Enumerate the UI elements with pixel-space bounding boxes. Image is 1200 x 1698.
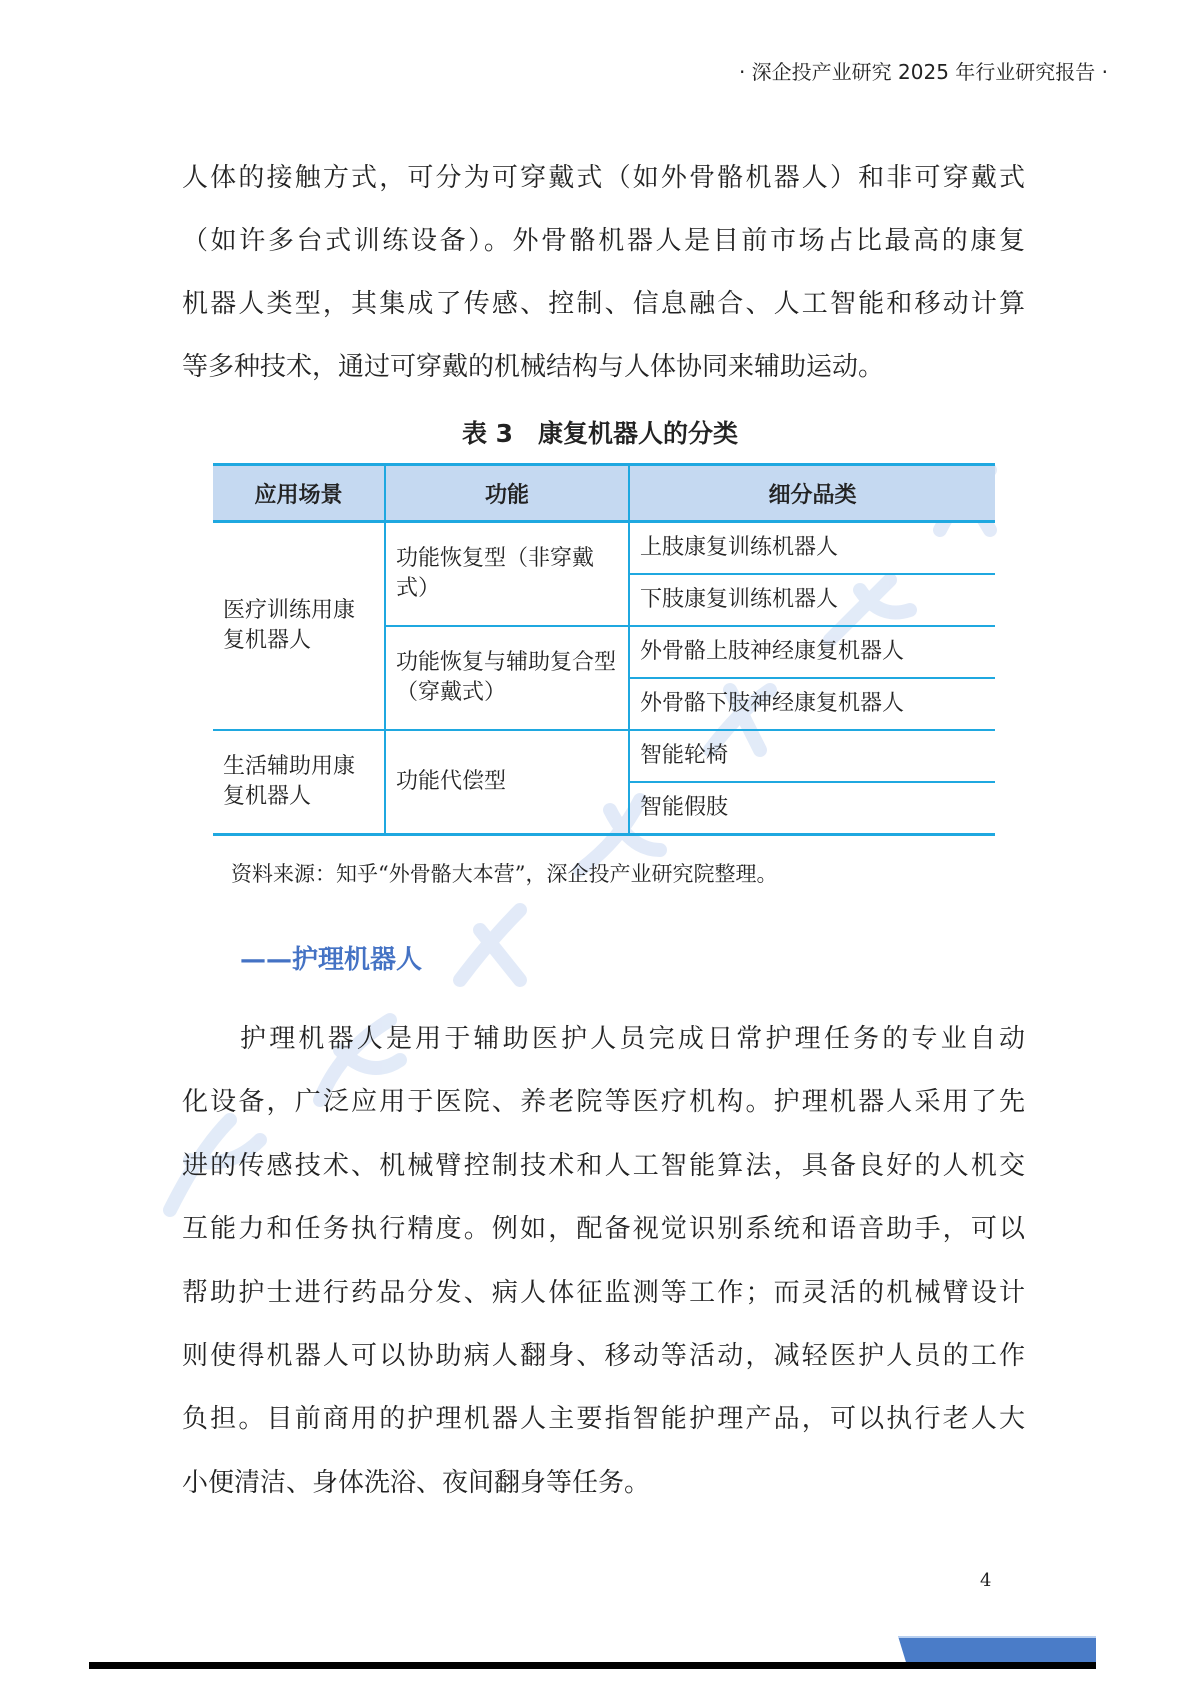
footer-rule (89, 1662, 1096, 1669)
column-header: 细分品类 (629, 465, 995, 522)
category-cell: 上肢康复训练机器人 (629, 522, 995, 575)
category-cell: 外骨骼上肢神经康复机器人 (629, 626, 995, 678)
section-subheading: ——护理机器人 (240, 945, 423, 975)
table-row (213, 730, 995, 782)
column-header: 应用场景 (213, 465, 385, 522)
text-line: 护理机器人是用于辅助医护人员完成日常护理任务的专业自动 (240, 1024, 1025, 1054)
text-line: 等多种技术，通过可穿戴的机械结构与人体协同来辅助运动。 (182, 352, 885, 382)
text-line: 小便清洁、身体洗浴、夜间翻身等任务。 (182, 1468, 651, 1498)
scene-cell: 生活辅助用康复机器人 (213, 730, 385, 835)
function-cell: 功能代偿型 (385, 730, 629, 835)
category-cell: 智能轮椅 (629, 730, 995, 782)
page-number: 4 (980, 1570, 992, 1591)
text-line: 机器人类型，其集成了传感、控制、信息融合、人工智能和移动计算 (182, 289, 1025, 319)
text-line: 互能力和任务执行精度。例如，配备视觉识别系统和语音助手，可以 (182, 1214, 1025, 1244)
text-line: （如许多台式训练设备）。外骨骼机器人是目前市场占比最高的康复 (182, 226, 1025, 256)
text-line: 帮助护士进行药品分发、病人体征监测等工作；而灵活的机械臂设计 (182, 1278, 1025, 1308)
table-caption: 表 3 康复机器人的分类 (461, 419, 739, 448)
text-line: 进的传感技术、机械臂控制技术和人工智能算法，具备良好的人机交 (182, 1151, 1025, 1181)
function-cell: 功能恢复与辅助复合型（穿戴式） (385, 626, 629, 730)
table-source: 资料来源：知乎“外骨骼大本营”，深企投产业研究院整理。 (231, 862, 778, 886)
category-cell: 下肢康复训练机器人 (629, 574, 995, 626)
scene-cell: 医疗训练用康复机器人 (213, 522, 385, 731)
classification-table (213, 463, 995, 836)
text-line: 负担。目前商用的护理机器人主要指智能护理产品，可以执行老人大 (182, 1404, 1025, 1434)
text-line: 则使得机器人可以协助病人翻身、移动等活动，减轻医护人员的工作 (182, 1341, 1025, 1371)
text-line: 化设备，广泛应用于医院、养老院等医疗机构。护理机器人采用了先 (182, 1087, 1025, 1117)
footer-accent-tab (898, 1636, 1096, 1662)
text-line: 人体的接触方式，可分为可穿戴式（如外骨骼机器人）和非可穿戴式 (182, 163, 1025, 193)
running-header: · 深企投产业研究 2025 年行业研究报告 · (738, 60, 1108, 84)
function-cell: 功能恢复型（非穿戴式） (385, 522, 629, 627)
table-row (213, 522, 995, 575)
category-cell: 智能假肢 (629, 782, 995, 835)
column-header: 功能 (385, 465, 629, 522)
table-header-row (213, 465, 995, 522)
category-cell: 外骨骼下肢神经康复机器人 (629, 678, 995, 730)
